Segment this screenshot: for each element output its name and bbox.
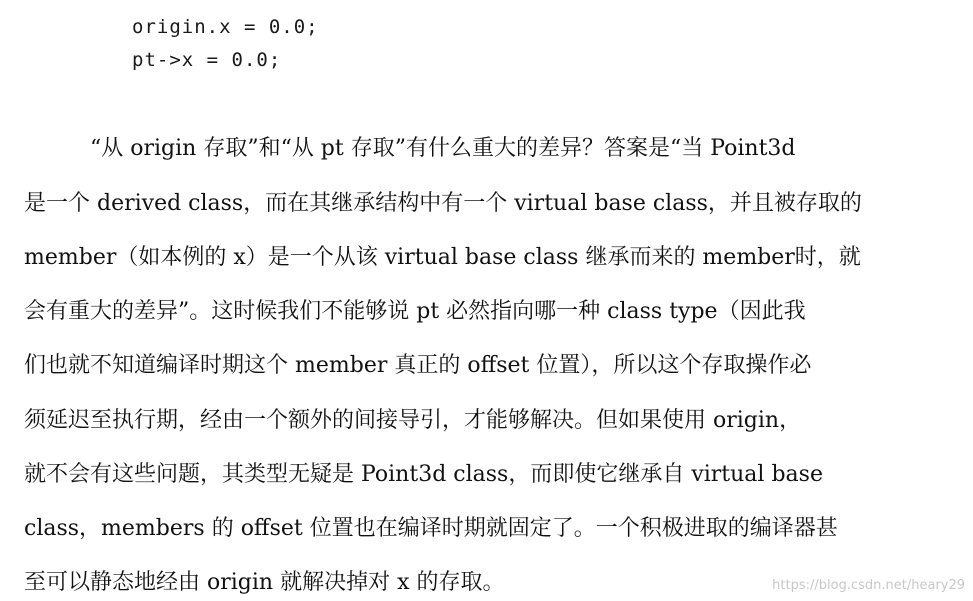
paragraph-line: “从 origin 存取”和“从 pt 存取”有什么重大的差异？答案是“当 Point3d <box>90 136 796 161</box>
paragraph-line: member（如本例的 x）是一个从该 virtual base class 继承而来的 member时，就 <box>24 245 861 270</box>
paragraph-line: 会有重大的差异”。这时候我们不能够说 pt 必然指向哪一种 class type（因此我 <box>24 299 806 324</box>
paragraph-line: 们也就不知道编译时期这个 member 真正的 offset 位置），所以这个存取操作必 <box>24 353 812 378</box>
paragraph-line: 就不会有这些问题，其类型无疑是 Point3d class，而即使它继承自 virtual base <box>24 462 823 487</box>
watermark-text: https://blog.csdn.net/heary29 <box>772 578 965 593</box>
paragraph-line: 须延迟至执行期，经由一个额外的间接导引，才能够解决。但如果使用 origin， <box>24 408 802 433</box>
paragraph-line: 至可以静态地经由 origin 就解决掉对 x 的存取。 <box>24 570 505 595</box>
code-line-2: pt->x = 0.0; <box>132 49 282 71</box>
paragraph-line: 是一个 derived class，而在其继承结构中有一个 virtual base class，并且被存取的 <box>24 191 862 216</box>
paragraph-line: class，members 的 offset 位置也在编译时期就固定了。一个积极进取的编译器甚 <box>24 516 838 541</box>
code-line-1: origin.x = 0.0; <box>132 16 319 38</box>
